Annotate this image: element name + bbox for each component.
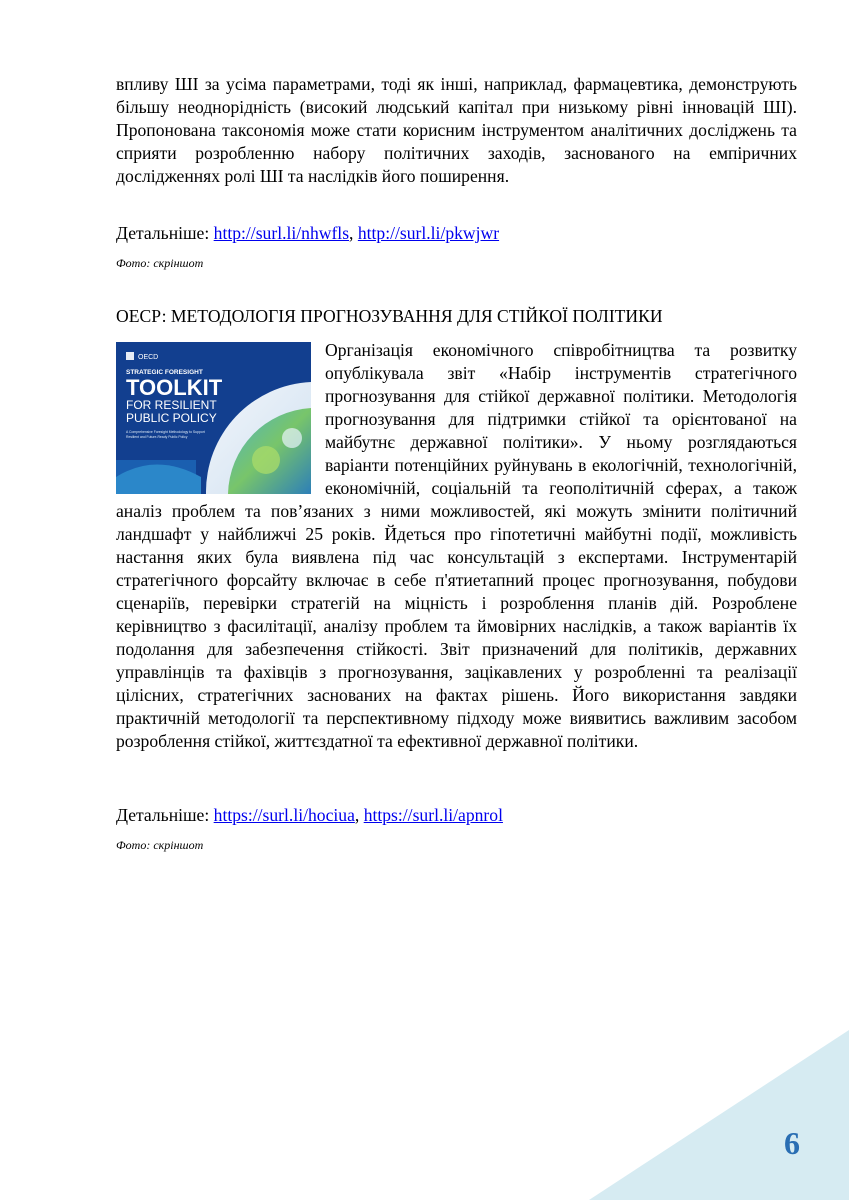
report-cover-image bbox=[116, 342, 311, 494]
details-link-nhwfls[interactable]: http://surl.li/nhwfls bbox=[213, 223, 350, 243]
cover-subtitle-2: Resilient and Future-Ready Public Policy bbox=[126, 435, 188, 439]
details-line-2 bbox=[116, 804, 503, 826]
details-link-apnrol[interactable]: https://surl.li/apnrol bbox=[363, 805, 503, 825]
details-label: Детальніше: bbox=[116, 805, 214, 825]
cover-logo: OECD bbox=[138, 354, 159, 361]
paragraph-continued bbox=[116, 73, 797, 188]
details-link-pkwjwr[interactable]: http://surl.li/pkwjwr bbox=[357, 223, 500, 243]
article-oecd bbox=[116, 339, 797, 753]
cover-line-3: FOR RESILIENT bbox=[126, 398, 217, 412]
corner-triangle-decoration bbox=[589, 1030, 849, 1200]
cover-line-4: PUBLIC POLICY bbox=[126, 411, 217, 425]
photo-credit-2: Фото: скріншот bbox=[116, 838, 204, 852]
details-link-hociua[interactable]: https://surl.li/hociua bbox=[213, 805, 355, 825]
details-separator: , bbox=[349, 223, 358, 243]
page-number: 6 bbox=[784, 1125, 800, 1161]
cover-line-2: TOOLKIT bbox=[126, 375, 223, 400]
paragraph-1-text: впливу ШІ за усіма параметрами, тоді як інші, наприклад, фармацевтика, демонструють більшу неоднорідність (високий людський капітал при низькому рівні інновацій ШІ). Пропонована таксономія може стати корисним інструментом аналітичних досліджень та сприяти розробленню набору політичних заходів, заснованого на емпіричних дослідженнях ролі ШІ та наслідків його поширення. bbox=[116, 74, 797, 186]
photo-credit-1: Фото: скріншот bbox=[116, 256, 204, 270]
cover-subtitle-1: A Comprehensive Foresight Methodology to Support bbox=[126, 430, 205, 434]
cover-line-1: STRATEGIC FORESIGHT bbox=[126, 369, 203, 376]
paragraph-2-text: Організація економічного співробітництва та розвитку опублікувала звіт «Набір інструментів стратегічного прогнозування для стійкої державної політики. Методологія прогнозування для підтримки стійкої та орієнтованої на майбутнє державної політики». У ньому розглядаються варіанти потенційних руйнувань в екологічній, технологічній, економічній, соціальній та геополітичній сферах, а також аналіз проблем та пов’язаних з ними можливостей, які можуть змінити політичний ландшафт у найближчі 25 років. Йдеться про гіпотетичні майбутні події, можливість настання яких була виявлена під час консультацій з експертами. Інструментарій стратегічного форсайту включає в себе п'ятиетапний процес прогнозування, побудови сценаріїв, перевірки стратегій на міцність і розроблення планів дій. Розроблене керівництво з фасилітації, аналізу проблем та ймовірних наслідків, а також варіантів їх подолання для забезпечення стійкості. Звіт призначений для політиків, державних управлінців та фахівців з прогнозування, зацікавлених у розробленні та реалізації цілісних, стратегічних заснованих на фактах рішень. Його використання завдяки практичній методології та перспективному підходу може виявитись важливим засобом розроблення стійкої, життєздатної та ефективної державної політики. bbox=[116, 340, 797, 751]
section-heading: ОЕСР: МЕТОДОЛОГІЯ ПРОГНОЗУВАННЯ ДЛЯ СТІЙКОЇ ПОЛІТИКИ bbox=[116, 306, 663, 326]
details-line-1 bbox=[116, 222, 499, 244]
details-label: Детальніше: bbox=[116, 223, 214, 243]
details-separator: , bbox=[354, 805, 364, 825]
